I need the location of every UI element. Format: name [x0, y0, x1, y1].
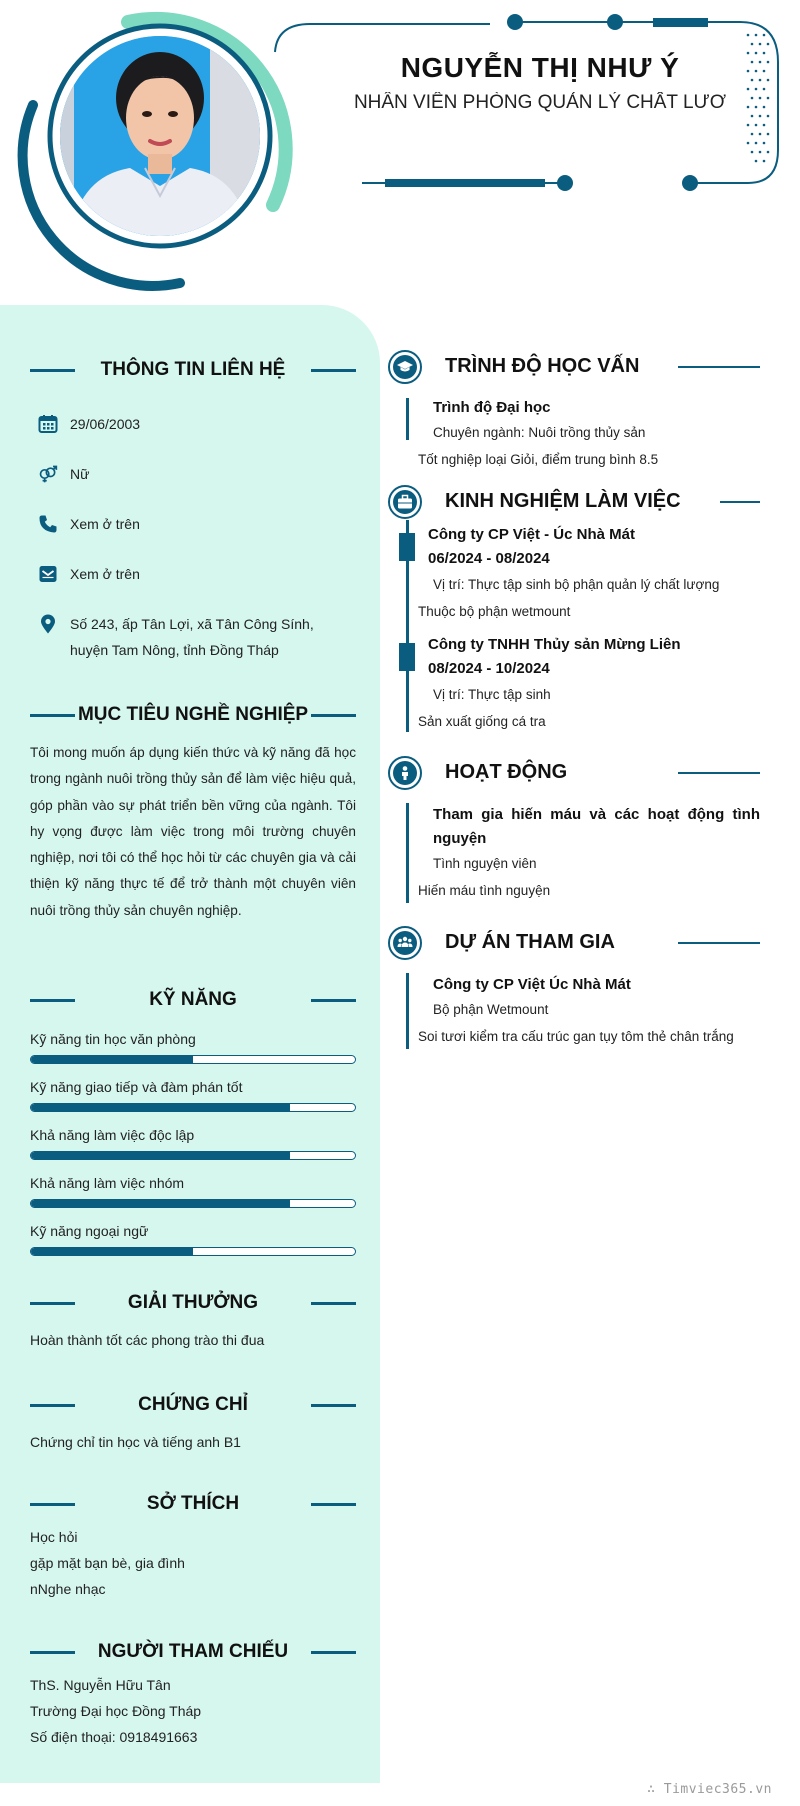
experience-section-header: KINH NGHIỆM LÀM VIỆC	[388, 485, 760, 519]
profile-photo	[60, 36, 260, 236]
skill-bar	[30, 1103, 356, 1112]
skills-section-title: KỸ NĂNG	[30, 985, 356, 1015]
project-company: Công ty CP Việt Úc Nhà Mát	[433, 976, 631, 993]
skill-label: Kỹ năng ngoại ngữ	[30, 1223, 149, 1239]
reference-line: Số điện thoại: 0918491663	[30, 1729, 198, 1745]
contact-gender: Nữ	[30, 464, 360, 487]
reference-line: ThS. Nguyễn Hữu Tân	[30, 1677, 171, 1693]
timeline-line	[406, 803, 409, 903]
briefcase-icon	[397, 494, 413, 510]
candidate-name: NGUYỄN THỊ NHƯ Ý	[400, 52, 680, 83]
job-company: Công ty CP Việt - Úc Nhà Mát	[428, 526, 635, 543]
phone-icon	[38, 514, 58, 534]
certificates-text: Chứng chỉ tin học và tiếng anh B1	[30, 1434, 241, 1450]
job-position: Vị trí: Thực tập sinh bộ phận quản lý chất lượng	[433, 577, 720, 592]
activity-desc: Hiến máu tình nguyện	[418, 883, 551, 898]
skill-label: Khả năng làm việc nhóm	[30, 1175, 185, 1191]
skill-bar-fill	[31, 1200, 290, 1207]
hobbies-section-title: SỞ THÍCH	[30, 1489, 356, 1519]
contact-address: Số 243, ấp Tân Lợi, xã Tân Công Sính, huyện Tam Nông, tỉnh Đồng Tháp	[30, 614, 360, 663]
project-desc: Soi tươi kiểm tra cấu trúc gan tụy tôm thẻ chân trắng	[418, 1029, 734, 1044]
awards-section-title: GIẢI THƯỞNG	[30, 1288, 356, 1318]
skill-bar	[30, 1151, 356, 1160]
objective-text: Tôi mong muốn áp dụng kiến thức và kỹ năng đã học trong ngành nuôi trồng thủy sản để làm việc hiệu quả, góp phần vào sự phát triển bền vững của ngành. Tôi hy vọng được làm việc trong môi trường chuyên nghiệp, nơi tôi có thể học hỏi từ các chuyên gia và cải thiện kỹ năng thực tế để trở thành một chuyên viên nuôi trồng thủy sản chuyên nghiệp.	[30, 745, 356, 918]
contact-phone: Xem ở trên	[30, 514, 360, 537]
reference-line: Trường Đại học Đồng Tháp	[30, 1703, 202, 1719]
job-title: NHÂN VIÊN PHÒNG QUẢN LÝ CHẤT LƯƠ	[353, 92, 727, 113]
timeline-marker	[399, 643, 415, 671]
projects-section-header: DỰ ÁN THAM GIA	[388, 926, 760, 960]
skill-bar	[30, 1055, 356, 1064]
watermark: ∴ Timviec365.vn	[647, 1782, 772, 1797]
skill-bar-fill	[31, 1152, 290, 1159]
hobby-item: nNghe nhạc	[30, 1581, 106, 1597]
skill-label: Kỹ năng tin học văn phòng	[30, 1031, 196, 1047]
timeline-line	[406, 398, 409, 440]
contact-email: Xem ở trên	[30, 564, 360, 587]
awards-text: Hoàn thành tốt các phong trào thi đua	[30, 1332, 265, 1348]
references-section-title: NGƯỜI THAM CHIẾU	[30, 1637, 356, 1667]
job-position: Vị trí: Thực tập sinh	[433, 687, 551, 702]
group-icon	[397, 935, 413, 951]
hobby-item: gặp mặt bạn bè, gia đình	[30, 1555, 185, 1571]
job-period: 06/2024 - 08/2024	[428, 550, 550, 567]
contact-birthday: 29/06/2003	[30, 414, 360, 437]
job-period: 08/2024 - 10/2024	[428, 660, 550, 677]
person-icon	[397, 765, 413, 781]
education-major: Chuyên ngành: Nuôi trồng thủy sản	[433, 425, 646, 440]
skill-bar-fill	[31, 1248, 193, 1255]
objective-section-title: MỤC TIÊU NGHỀ NGHIỆP	[30, 700, 356, 730]
location-icon	[38, 614, 58, 634]
timeline-marker	[399, 533, 415, 561]
job-desc: Thuộc bộ phận wetmount	[418, 604, 571, 619]
education-section-header: TRÌNH ĐỘ HỌC VẤN	[388, 350, 760, 384]
skill-bar-fill	[31, 1056, 193, 1063]
email-icon	[38, 564, 58, 584]
skill-bar	[30, 1199, 356, 1208]
education-level: Trình độ Đại học	[433, 399, 551, 416]
job-company: Công ty TNHH Thủy sản Mừng Liên	[428, 636, 681, 653]
education-result: Tốt nghiệp loại Giỏi, điểm trung bình 8.5	[418, 452, 659, 467]
avatar	[60, 36, 260, 236]
project-dept: Bộ phận Wetmount	[433, 1002, 549, 1017]
contact-section-title: THÔNG TIN LIÊN HỆ	[30, 355, 356, 385]
job-desc: Sản xuất giống cá tra	[418, 714, 546, 729]
gender-icon	[38, 464, 58, 484]
hobby-item: Học hỏi	[30, 1529, 78, 1545]
activity-role: Tình nguyện viên	[433, 856, 537, 871]
skill-label: Kỹ năng giao tiếp và đàm phán tốt	[30, 1079, 243, 1095]
skill-bar	[30, 1247, 356, 1256]
certificates-section-title: CHỨNG CHỈ	[30, 1390, 356, 1420]
activities-section-header: HOẠT ĐỘNG	[388, 756, 760, 790]
skill-label: Khả năng làm việc độc lập	[30, 1127, 195, 1143]
calendar-icon	[38, 414, 58, 434]
skill-bar-fill	[31, 1104, 290, 1111]
timeline-line	[406, 973, 409, 1049]
activity-name: Tham gia hiến máu và các hoạt động tình nguyện	[433, 806, 760, 847]
graduation-cap-icon	[397, 359, 413, 375]
